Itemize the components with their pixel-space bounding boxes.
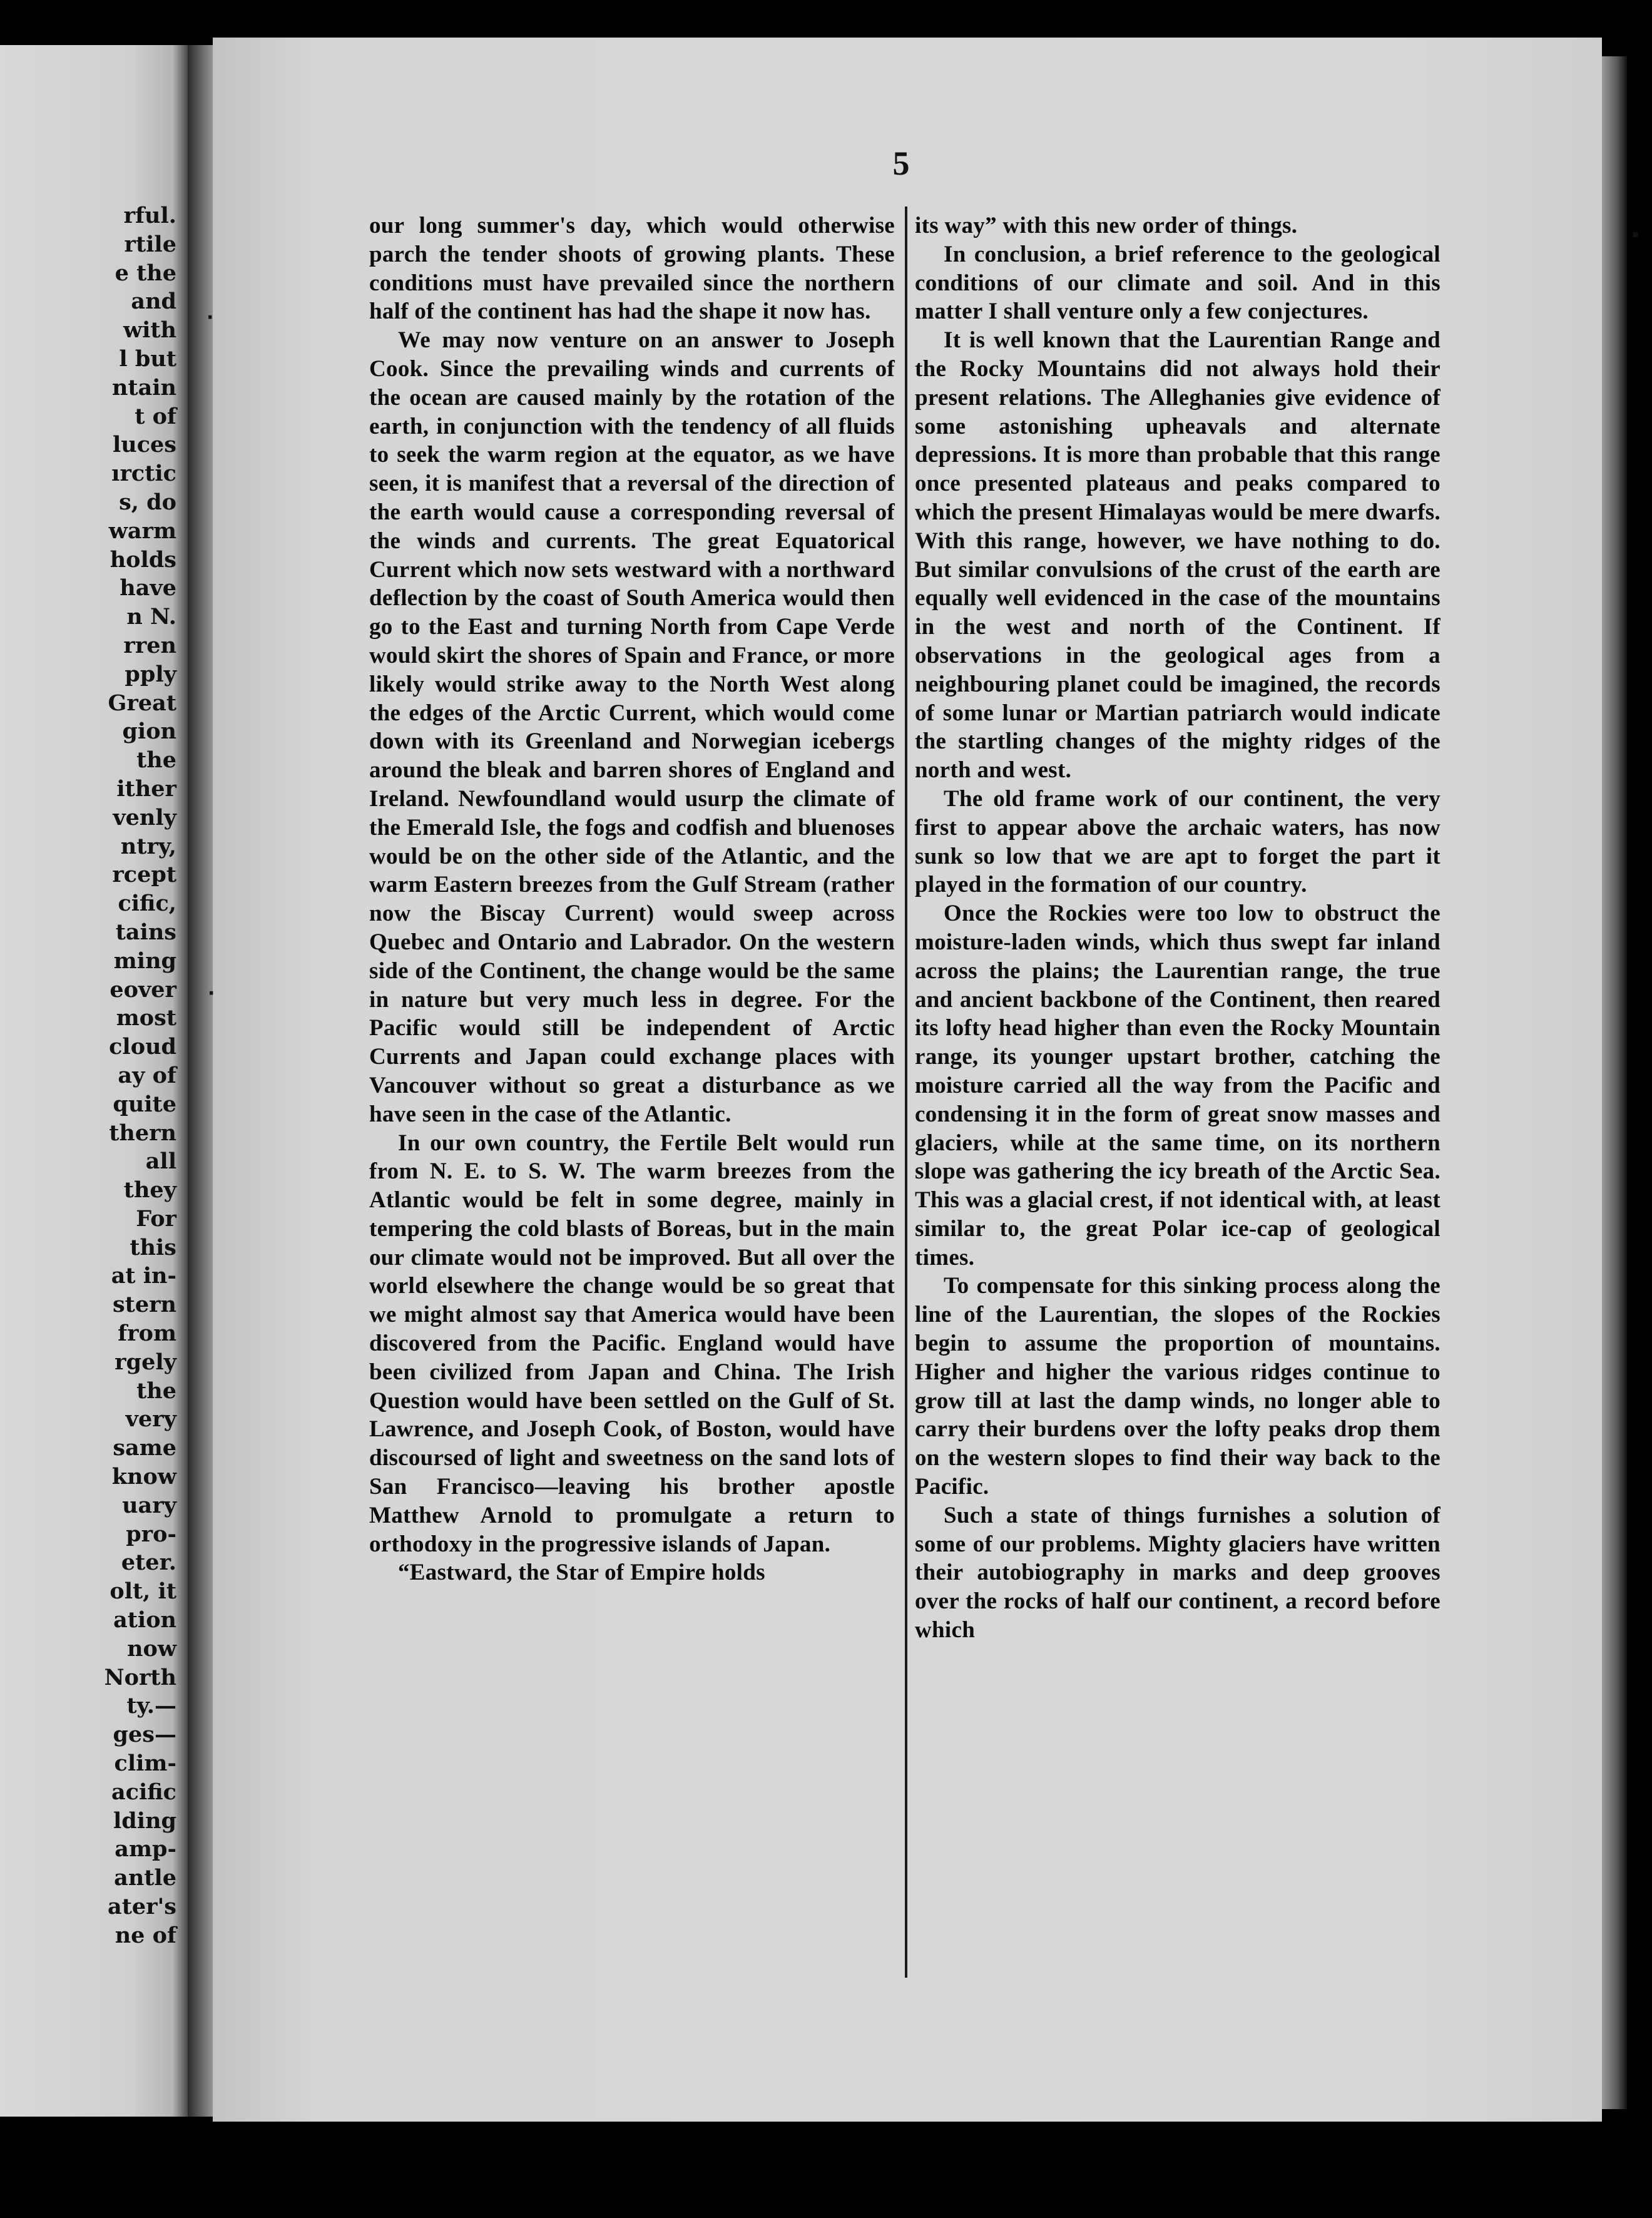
left-page-fragment-line: stern: [112, 1292, 176, 1318]
left-page-fragment-line: with: [123, 317, 176, 344]
left-page-fragment-line: e the: [115, 260, 176, 286]
left-page-fragment-line: ation: [113, 1607, 176, 1633]
left-page-fragment-line: ty.—: [126, 1693, 176, 1719]
left-page-fragment-line: rtile: [124, 231, 176, 257]
left-page-fragment-line: l but: [119, 345, 176, 372]
paragraph: Such a state of things furnishes a solution of some of our problems. Mighty glaciers have written their autobiography in marks and deep grooves over the rocks of half our continent, a record before which: [915, 1502, 1440, 1643]
left-page-fragment-line: all: [145, 1148, 176, 1175]
left-page-fragment-line: holds: [110, 546, 176, 573]
left-page-fragment-line: s, do: [119, 489, 176, 515]
left-page-fragment-line: ntry,: [120, 833, 176, 859]
left-page-fragment-line: very: [125, 1406, 176, 1433]
left-page-fragment-line: t of: [135, 403, 176, 429]
page-edge-shadow: [1602, 56, 1627, 2109]
left-page-fragment-line: pply: [125, 661, 176, 687]
scan-speck-mark: ·: [208, 983, 215, 1004]
left-page-edge: [0, 45, 188, 2117]
left-page-fragment-line: the: [136, 1377, 176, 1404]
left-page-fragment-line: ay of: [118, 1062, 176, 1088]
paragraph: our long summer's day, which would otherwise parch the tender shoots of growing plants. These conditions must have prevailed since the northern half of the continent has had the shape it now has.: [369, 213, 895, 325]
left-page-fragment-line: from: [118, 1321, 176, 1347]
left-page-fragment-line: warm: [108, 518, 176, 544]
left-page-fragment-line: luces: [112, 432, 176, 458]
left-page-fragment-line: olt, it: [110, 1578, 176, 1605]
left-page-fragment-line: ne of: [115, 1922, 176, 1948]
paragraph: In our own country, the Fertile Belt would run from N. E. to S. W. The warm breezes from the Atlantic would be felt in some degree, mainly in tempering the cold blasts of Boreas, but in the main our climate would not be improved. But all over the world elsewhere the change would be so great that we might almost say that America would have been discovered from the Pacific. England would have been civilized from Japan and China. The Irish Question would have been settled on the Gulf of St. Lawrence, and Joseph Cook, of Boston, would have discoursed of light and sweetness on the sand lots of San Francisco—leaving his brother apostle Matthew Arnold to promulgate a return to orthodoxy in the progressive islands of Japan.: [369, 1130, 895, 1557]
paragraph: In conclusion, a brief reference to the geological conditions of our climate and soil. And in this matter I shall venture only a few conjectures.: [915, 241, 1440, 325]
left-page-fragment-line: same: [113, 1435, 176, 1461]
left-page-text-fragments: [105, 202, 176, 1950]
left-page-fragment-line: ither: [116, 775, 176, 802]
left-page-fragment-line: rful.: [123, 203, 176, 228]
column-divider: [905, 207, 907, 1978]
left-page-fragment-line: Great: [108, 690, 176, 716]
text-column-right: [915, 212, 1440, 1645]
paragraph: Once the Rockies were too low to obstruct the moisture-laden winds, which thus swept far inland across the plains; the Laurentian range, the true and ancient backbone of the Continent, then reared its lofty head higher than even the Rocky Mountain range, its younger upstart brother, catching the moisture carried all the way from the Pacific and condensing it in the form of great snow masses and glaciers, while at the same time, on its northern slope was gathering the icy breath of the Arctic Sea. This was a glacial crest, if not identical with, at least similar to, the great Polar ice-cap of geological times.: [915, 901, 1440, 1270]
paragraph: its way” with this new order of things.: [915, 213, 1298, 238]
paragraph: We may now venture on an answer to Joseph Cook. Since the prevailing winds and currents of the ocean are caused mainly by the rotation of the earth, in conjunction with the tendency of all fluids to seek the warm region at the equator, as we have seen, it is manifest that a reversal of the direction of the earth would cause a corresponding reversal of the winds and currents. The great Equatorical Current which now sets westward with a northward deflection by the coast of South America would then go to the East and turning North from Cape Verde would skirt the shores of Spain and France, or more likely would strike away to the North West along the edges of the Arctic Current, which would come down with its Greenland and Norwegian icebergs around the bleak and barren shores of England and Ireland. Newfoundland would usurp the climate of the Emerald Isle, the fogs and codfish and bluenoses would be on the other side of the Atlantic, and the warm Eastern breezes from the Gulf Stream (rather now the Biscay Current) would sweep across Quebec and Ontario and Labrador. On the western side of the Continent, the change would be the same in nature but very much less in degree. For the Pacific would still be independent of Arctic Currents and Japan could exchange places with Vancouver without so great a disturbance as we have seen in the case of the Atlantic.: [369, 327, 895, 1127]
left-page-fragment-line: n N.: [126, 604, 176, 630]
scan-speck-mark: ·: [1630, 219, 1641, 251]
left-page-fragment-line: eter.: [121, 1550, 176, 1576]
text-column-left: [369, 212, 895, 1587]
left-page-fragment-line: ming: [113, 948, 176, 974]
paragraph: “Eastward, the Star of Empire holds: [398, 1560, 765, 1586]
left-page-fragment-line: now: [127, 1635, 176, 1662]
left-page-fragment-line: thern: [109, 1120, 176, 1146]
paragraph: The old frame work of our continent, the very first to appear above the archaic waters, has now sunk so low that we are apt to forget the part it played in the formation of our country.: [915, 785, 1440, 898]
left-page-fragment-line: venly: [113, 804, 176, 830]
left-page-fragment-line: at in-: [111, 1263, 176, 1289]
left-page-fragment-line: and: [131, 289, 176, 315]
left-page-fragment-line: most: [116, 1005, 176, 1031]
left-page-fragment-line: eover: [110, 976, 176, 1003]
paragraph: It is well known that the Laurentian Range and the Rocky Mountains did not always hold their present relations. The Alleghanies give evidence of some astonishing upheavals and alternate depressions. It is more than probable that this range once presented plateaus and peaks compared to which the present Himalayas would be mere dwarfs. With this range, however, we have nothing to do. But similar convulsions of the crust of the earth are equally well evidenced in the case of the mountains in the west and north of the Continent. If observations in the geological ages from a neighbouring planet could be imagined, the records of some lunar or Martian patriarch would indicate the startling changes of the mighty ridges of the north and west.: [915, 327, 1440, 784]
left-page-fragment-line: cific,: [118, 891, 176, 917]
left-page-fragment-line: uary: [122, 1492, 176, 1518]
paragraph: To compensate for this sinking process along the line of the Laurentian, the slopes of the Rockies begin to assume the proportion of mountains. Higher and higher the various ridges continue to grow till at last the damp winds, no longer able to carry their burdens over the lofty peaks drop them on the western slopes to find their way back to the Pacific.: [915, 1273, 1440, 1500]
left-page-fragment-line: the: [136, 747, 176, 774]
left-page-fragment-line: quite: [113, 1091, 176, 1117]
left-page-fragment-line: rren: [123, 632, 176, 658]
left-page-fragment-line: pro-: [126, 1521, 176, 1547]
left-page-fragment-line: they: [123, 1177, 176, 1204]
left-page-fragment-line: know: [111, 1464, 176, 1490]
left-page-fragment-line: antle: [114, 1865, 176, 1891]
left-page-fragment-line: amp-: [115, 1836, 176, 1863]
left-page-fragment-line: cloud: [109, 1034, 176, 1060]
left-page-fragment-line: rgely: [115, 1349, 176, 1375]
left-page-fragment-line: tains: [115, 919, 176, 945]
left-page-fragment-line: lding: [113, 1807, 176, 1834]
left-page-fragment-line: gion: [122, 718, 176, 745]
left-page-fragment-line: this: [130, 1234, 176, 1260]
scan-speck-mark: ·: [206, 307, 214, 329]
left-page-fragment-line: ırctic: [111, 461, 176, 487]
left-page-fragment-line: acific: [111, 1779, 176, 1805]
left-page-fragment-line: rcept: [112, 862, 176, 888]
page-number: 5: [892, 145, 910, 182]
left-page-fragment-line: For: [136, 1205, 176, 1232]
left-page-fragment-line: ater's: [108, 1894, 176, 1920]
left-page-fragment-line: clim-: [114, 1750, 176, 1777]
left-page-fragment-line: North: [104, 1664, 176, 1690]
left-page-fragment-line: ntain: [111, 374, 176, 401]
left-page-fragment-line: have: [120, 575, 176, 601]
left-page-fragment-line: ges—: [113, 1722, 176, 1748]
